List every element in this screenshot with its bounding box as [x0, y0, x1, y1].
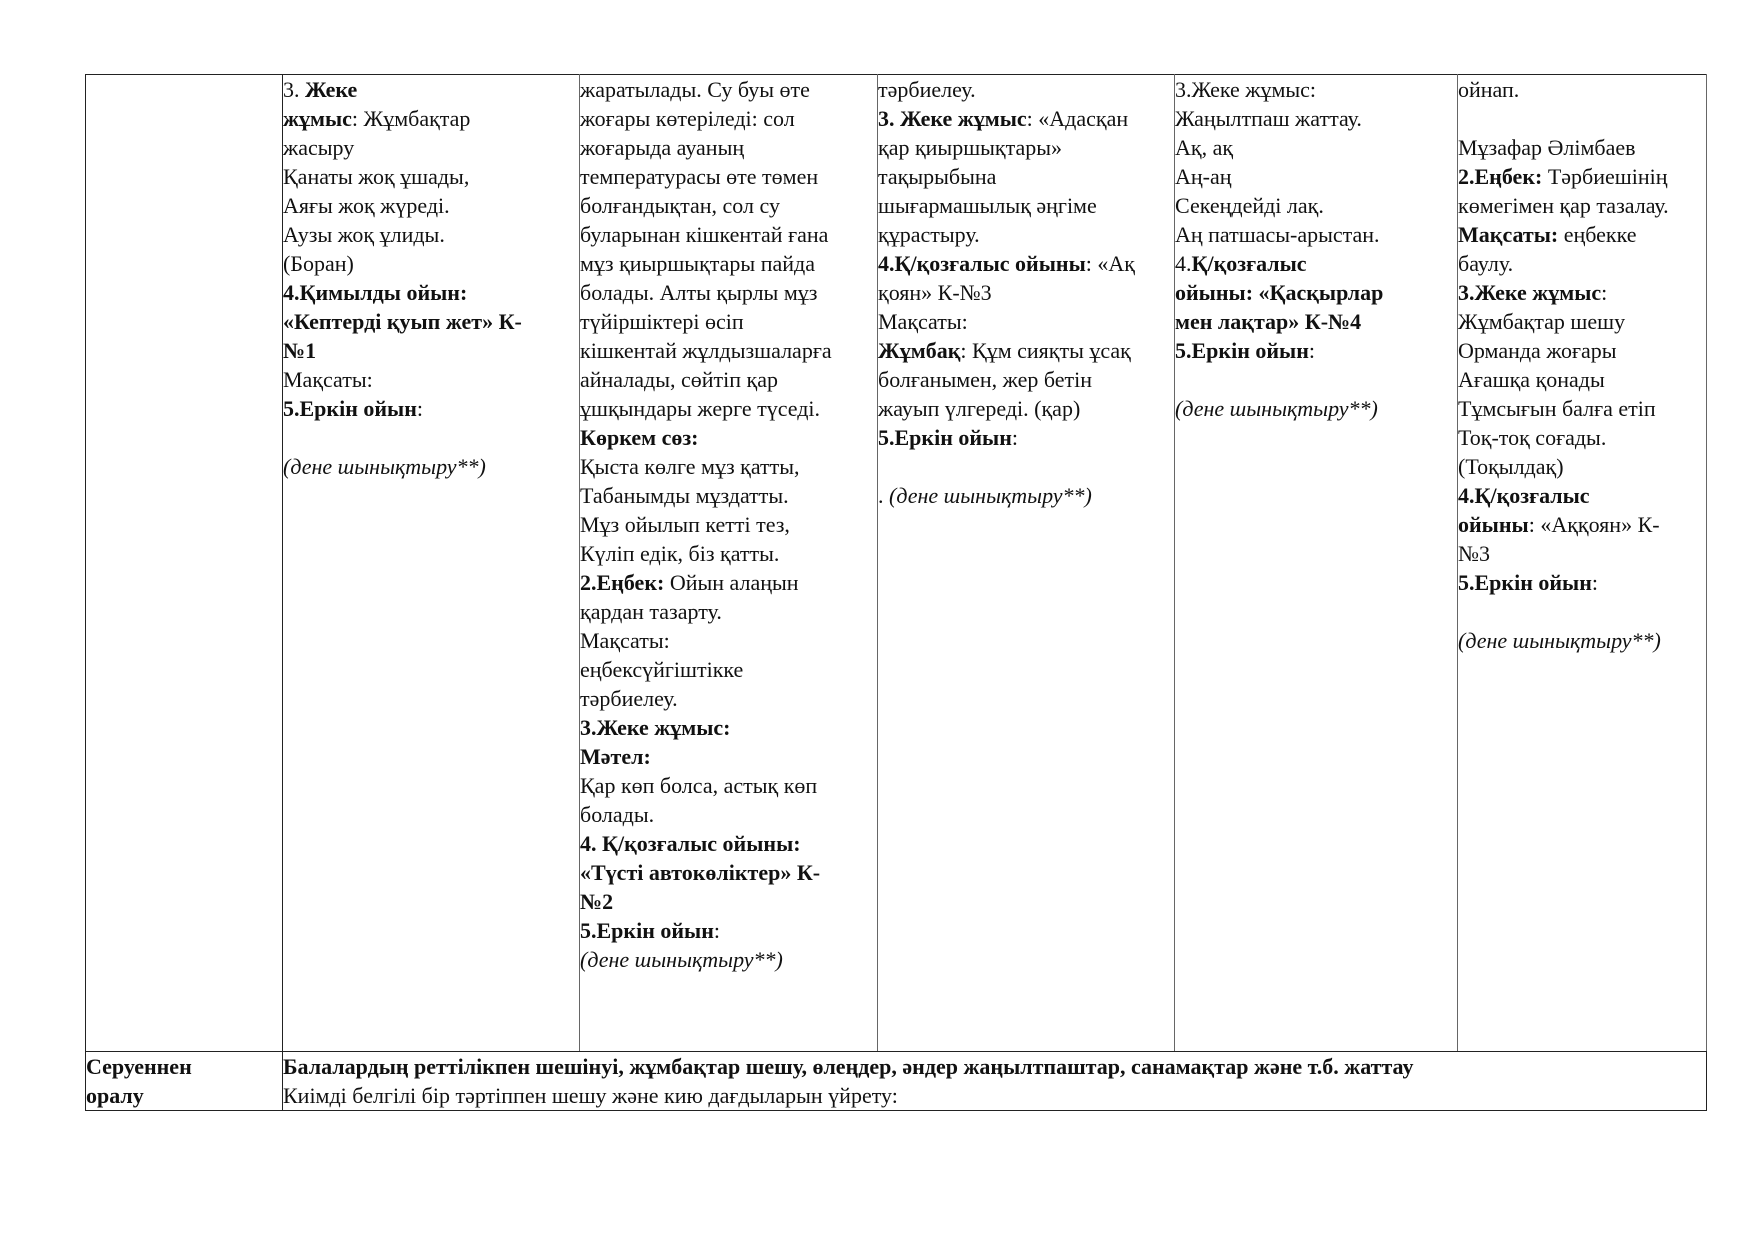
text-line: [283, 133, 579, 162]
text-run: болғандықтан, сол су: [580, 193, 780, 218]
text-run: Қыста көлге мұз қатты,: [580, 454, 800, 479]
text-run: Орманда жоғары: [1458, 338, 1617, 363]
text-line: [1458, 394, 1706, 423]
text-line: [1175, 307, 1457, 336]
text-line: [1458, 249, 1706, 278]
text-line: [878, 220, 1174, 249]
text-line: [283, 75, 579, 104]
text-run: ұшқындары жерге түседі.: [580, 396, 821, 421]
text-run: мен лақтар» К-№4: [1175, 309, 1362, 334]
text-run: : Құм сияқты ұсақ: [960, 338, 1131, 363]
text-run: Мәтел:: [580, 744, 651, 769]
text-run: Жеке: [305, 77, 358, 102]
text-run: 3. Жеке жұмыс: [878, 106, 1027, 131]
text-line: [1458, 191, 1706, 220]
text-line: [580, 481, 877, 510]
text-line: [1458, 568, 1706, 597]
text-run: қоян» К-№3: [878, 280, 992, 305]
text-line: [1458, 133, 1706, 162]
text-run: Күліп едік, біз қатты.: [580, 541, 780, 566]
text-run: «Түсті автокөліктер» К-: [580, 860, 821, 885]
text-run: түйіршіктері өсіп: [580, 309, 744, 334]
text-line: [580, 423, 877, 452]
day-column-5: [1458, 75, 1707, 1052]
text-run: Аң-аң: [1175, 164, 1232, 189]
text-run: баулу.: [1458, 251, 1514, 276]
text-run: Қ/қозғалыс: [1191, 251, 1307, 276]
text-run: ойыны: [1458, 512, 1529, 537]
text-run: Көркем сөз:: [580, 425, 699, 450]
text-line: [580, 162, 877, 191]
text-run: жоғарыда ауаның: [580, 135, 745, 160]
text-line: [283, 278, 579, 307]
text-line: [580, 133, 877, 162]
text-line: [878, 162, 1174, 191]
text-line: [1458, 278, 1706, 307]
text-line: [580, 307, 877, 336]
text-run: 5.Еркін ойын: [580, 918, 714, 943]
text-run: .: [878, 483, 889, 508]
text-line: [580, 220, 877, 249]
text-run: Қанаты жоқ ұшады,: [283, 164, 470, 189]
row-label-cell: [86, 75, 283, 1052]
text-line: [86, 1052, 282, 1081]
text-line: [580, 742, 877, 771]
text-line: [1458, 307, 1706, 336]
text-run: тәрбиелеу.: [878, 77, 976, 102]
text-line: [580, 829, 877, 858]
text-run: №3: [1458, 541, 1490, 566]
text-run: жауып үлгереді. (қар): [878, 396, 1081, 421]
text-line: [878, 104, 1174, 133]
text-line: [1458, 597, 1706, 626]
text-line: [580, 104, 877, 133]
text-run: температурасы өте төмен: [580, 164, 819, 189]
text-run: Ағашқа қонады: [1458, 367, 1605, 392]
text-run: болады. Алты қырлы мұз: [580, 280, 818, 305]
text-run: ойыны: «Қасқырлар: [1175, 280, 1384, 305]
text-line: [1175, 249, 1457, 278]
text-run: Ойын алаңын: [664, 570, 799, 595]
text-run: (Тоқылдақ): [1458, 454, 1564, 479]
text-line: [580, 887, 877, 916]
text-run: жасыру: [283, 135, 355, 160]
text-run: Балалардың реттілікпен шешінуі, жұмбақтар шешу, өлеңдер, әндер жаңылтпаштар, санамақтар және т.б. жаттау: [283, 1054, 1414, 1079]
text-run: Мақсаты:: [580, 628, 670, 653]
text-line: [580, 800, 877, 829]
text-line: [878, 191, 1174, 220]
text-run: №2: [580, 889, 614, 914]
text-run: :: [713, 918, 721, 943]
text-line: [1175, 162, 1457, 191]
text-run: (Боран): [283, 251, 354, 276]
text-run: Аузы жоқ ұлиды.: [283, 222, 445, 247]
text-run: Жұмбақ: [878, 338, 961, 363]
text-run: шығармашылық әңгіме: [878, 193, 1097, 218]
text-run: еңбексүйгіштікке: [580, 657, 744, 682]
text-line: [283, 220, 579, 249]
text-run: (дене шынықтыру**): [283, 454, 486, 479]
text-run: құрастыру.: [878, 222, 980, 247]
text-line: [1458, 423, 1706, 452]
text-run: Аң патшасы-арыстан.: [1175, 222, 1380, 247]
text-run: жоғары көтеріледі: сол: [580, 106, 795, 131]
text-run: Тәрбиешінің: [1542, 164, 1668, 189]
day-column-2: [580, 75, 878, 1052]
text-line: [1458, 626, 1706, 655]
text-line: [580, 684, 877, 713]
text-line: [878, 75, 1174, 104]
text-line: [1458, 75, 1706, 104]
text-line: [580, 75, 877, 104]
text-line: [580, 858, 877, 887]
text-line: [283, 336, 579, 365]
text-run: :: [416, 396, 424, 421]
text-line: [878, 278, 1174, 307]
text-line: [1175, 75, 1457, 104]
text-line: [878, 452, 1174, 481]
text-run: 5.Еркін ойын: [878, 425, 1012, 450]
text-line: [1458, 365, 1706, 394]
return-from-walk-content: [283, 1052, 1707, 1111]
text-run: 2.Еңбек:: [1458, 164, 1543, 189]
text-line: [1175, 365, 1457, 394]
text-line: [580, 394, 877, 423]
text-line: [580, 278, 877, 307]
text-line: [1458, 336, 1706, 365]
text-run: тақырыбына: [878, 164, 997, 189]
text-run: 3.Жеке жұмыс:: [580, 715, 731, 740]
text-line: [1175, 133, 1457, 162]
text-run: қардан тазарту.: [580, 599, 722, 624]
text-run: Табанымды мұздатты.: [580, 483, 789, 508]
text-line: [1458, 452, 1706, 481]
text-run: Серуеннен: [86, 1054, 192, 1079]
text-line: [283, 452, 579, 481]
text-run: (дене шынықтыру**): [1175, 396, 1378, 421]
text-run: (дене шынықтыру**): [1458, 628, 1661, 653]
text-run: 3.Жеке жұмыс: [1458, 280, 1602, 305]
day-column-1: [283, 75, 580, 1052]
text-line: [283, 394, 579, 423]
text-line: [283, 249, 579, 278]
text-run: еңбекке: [1558, 222, 1637, 247]
text-run: 5.Еркін ойын: [283, 396, 417, 421]
text-line: [283, 104, 579, 133]
text-line: [1175, 104, 1457, 133]
text-run: 4.Қимылды ойын:: [283, 280, 468, 305]
text-run: :: [1011, 425, 1019, 450]
text-line: [283, 1081, 1706, 1110]
text-line: [1175, 191, 1457, 220]
text-run: №1: [283, 338, 317, 363]
text-line: [1458, 481, 1706, 510]
text-line: [1458, 510, 1706, 539]
text-line: [283, 423, 579, 452]
table-row-walk-activities: [86, 75, 1707, 1052]
text-run: (дене шынықтыру**): [580, 947, 783, 972]
table-row-return-from-walk: [86, 1052, 1707, 1111]
text-run: 3.Жеке жұмыс:: [1175, 77, 1317, 102]
text-line: [283, 365, 579, 394]
text-line: [580, 539, 877, 568]
text-line: [86, 1081, 282, 1110]
text-line: [878, 394, 1174, 423]
text-line: [878, 307, 1174, 336]
text-run: : «Аққоян» К-: [1528, 512, 1660, 537]
text-line: [283, 1052, 1706, 1081]
text-run: айналады, сөйтіп қар: [580, 367, 778, 392]
text-run: 4.: [1175, 251, 1192, 276]
text-line: [878, 133, 1174, 162]
text-run: жұмыс: [283, 106, 352, 131]
text-run: 2.Еңбек:: [580, 570, 665, 595]
text-run: қар қиыршықтары»: [878, 135, 1063, 160]
day-column-4: [1175, 75, 1458, 1052]
text-line: [580, 336, 877, 365]
text-line: [580, 365, 877, 394]
text-run: : «Ақ: [1085, 251, 1135, 276]
text-run: 3.: [283, 77, 305, 102]
text-line: [580, 249, 877, 278]
text-line: [1175, 220, 1457, 249]
text-line: [1175, 336, 1457, 365]
text-run: :: [1601, 280, 1608, 305]
text-line: [878, 365, 1174, 394]
text-line: [878, 423, 1174, 452]
text-run: оралу: [86, 1083, 144, 1108]
text-line: [1458, 162, 1706, 191]
text-run: Тоқ-тоқ соғады.: [1458, 425, 1607, 450]
text-line: [580, 626, 877, 655]
text-line: [580, 191, 877, 220]
text-run: 5.Еркін ойын: [1175, 338, 1309, 363]
text-line: [580, 655, 877, 684]
text-run: Мұзафар Әлімбаев: [1458, 135, 1636, 160]
text-line: [878, 336, 1174, 365]
text-run: Жаңылтпаш жаттау.: [1175, 106, 1362, 131]
text-line: [580, 916, 877, 945]
text-line: [1458, 539, 1706, 568]
text-run: :: [1591, 570, 1599, 595]
text-run: тәрбиелеу.: [580, 686, 678, 711]
text-line: [283, 307, 579, 336]
text-run: Мұз ойылып кетті тез,: [580, 512, 790, 537]
text-run: Секеңдейді лақ.: [1175, 193, 1324, 218]
text-run: көмегімен қар тазалау.: [1458, 193, 1669, 218]
text-line: [878, 249, 1174, 278]
text-line: [580, 945, 877, 974]
text-run: 4. Қ/қозғалыс ойыны:: [580, 831, 801, 856]
text-run: мұз қиыршықтары пайда: [580, 251, 815, 276]
text-run: Мақсаты:: [283, 367, 373, 392]
text-run: Тұмсығын балға етіп: [1458, 396, 1656, 421]
text-run: (дене шынықтыру**): [889, 483, 1092, 508]
text-run: болады.: [580, 802, 655, 827]
text-line: [878, 481, 1174, 510]
text-run: болғанымен, жер бетін: [878, 367, 1093, 392]
text-run: Аяғы жоқ жүреді.: [283, 193, 450, 218]
text-line: [580, 568, 877, 597]
text-run: :: [1308, 338, 1316, 363]
text-run: 5.Еркін ойын: [1458, 570, 1592, 595]
text-line: [580, 713, 877, 742]
text-run: кішкентай жұлдызшаларға: [580, 338, 832, 363]
text-line: [1458, 104, 1706, 133]
text-run: Ақ, ақ: [1175, 135, 1234, 160]
text-line: [1175, 394, 1457, 423]
text-run: жаратылады. Су буы өте: [580, 77, 810, 102]
text-line: [1175, 278, 1457, 307]
text-run: Қар көп болса, астық көп: [580, 773, 818, 798]
text-run: 4.Қ/қозғалыс: [1458, 483, 1590, 508]
text-run: ойнап.: [1458, 77, 1520, 102]
text-line: [580, 597, 877, 626]
text-line: [580, 452, 877, 481]
row-label-return-from-walk: [86, 1052, 283, 1111]
text-run: Мақсаты:: [1458, 222, 1559, 247]
text-run: Киімді белгілі бір тәртіппен шешу және кию дағдыларын үйрету:: [283, 1083, 898, 1108]
schedule-table: [85, 74, 1707, 1111]
text-line: [1458, 220, 1706, 249]
text-run: «Кептерді қуып жет» К-: [283, 309, 522, 334]
text-run: : Жұмбақтар: [351, 106, 471, 131]
text-run: : «Адасқан: [1026, 106, 1129, 131]
text-run: Жұмбақтар шешу: [1458, 309, 1626, 334]
day-column-3: [878, 75, 1175, 1052]
text-run: Мақсаты:: [878, 309, 968, 334]
text-run: 4.Қ/қозғалыс ойыны: [878, 251, 1086, 276]
text-line: [283, 191, 579, 220]
text-line: [580, 510, 877, 539]
text-run: буларынан кішкентай ғана: [580, 222, 829, 247]
text-line: [580, 771, 877, 800]
text-line: [283, 162, 579, 191]
